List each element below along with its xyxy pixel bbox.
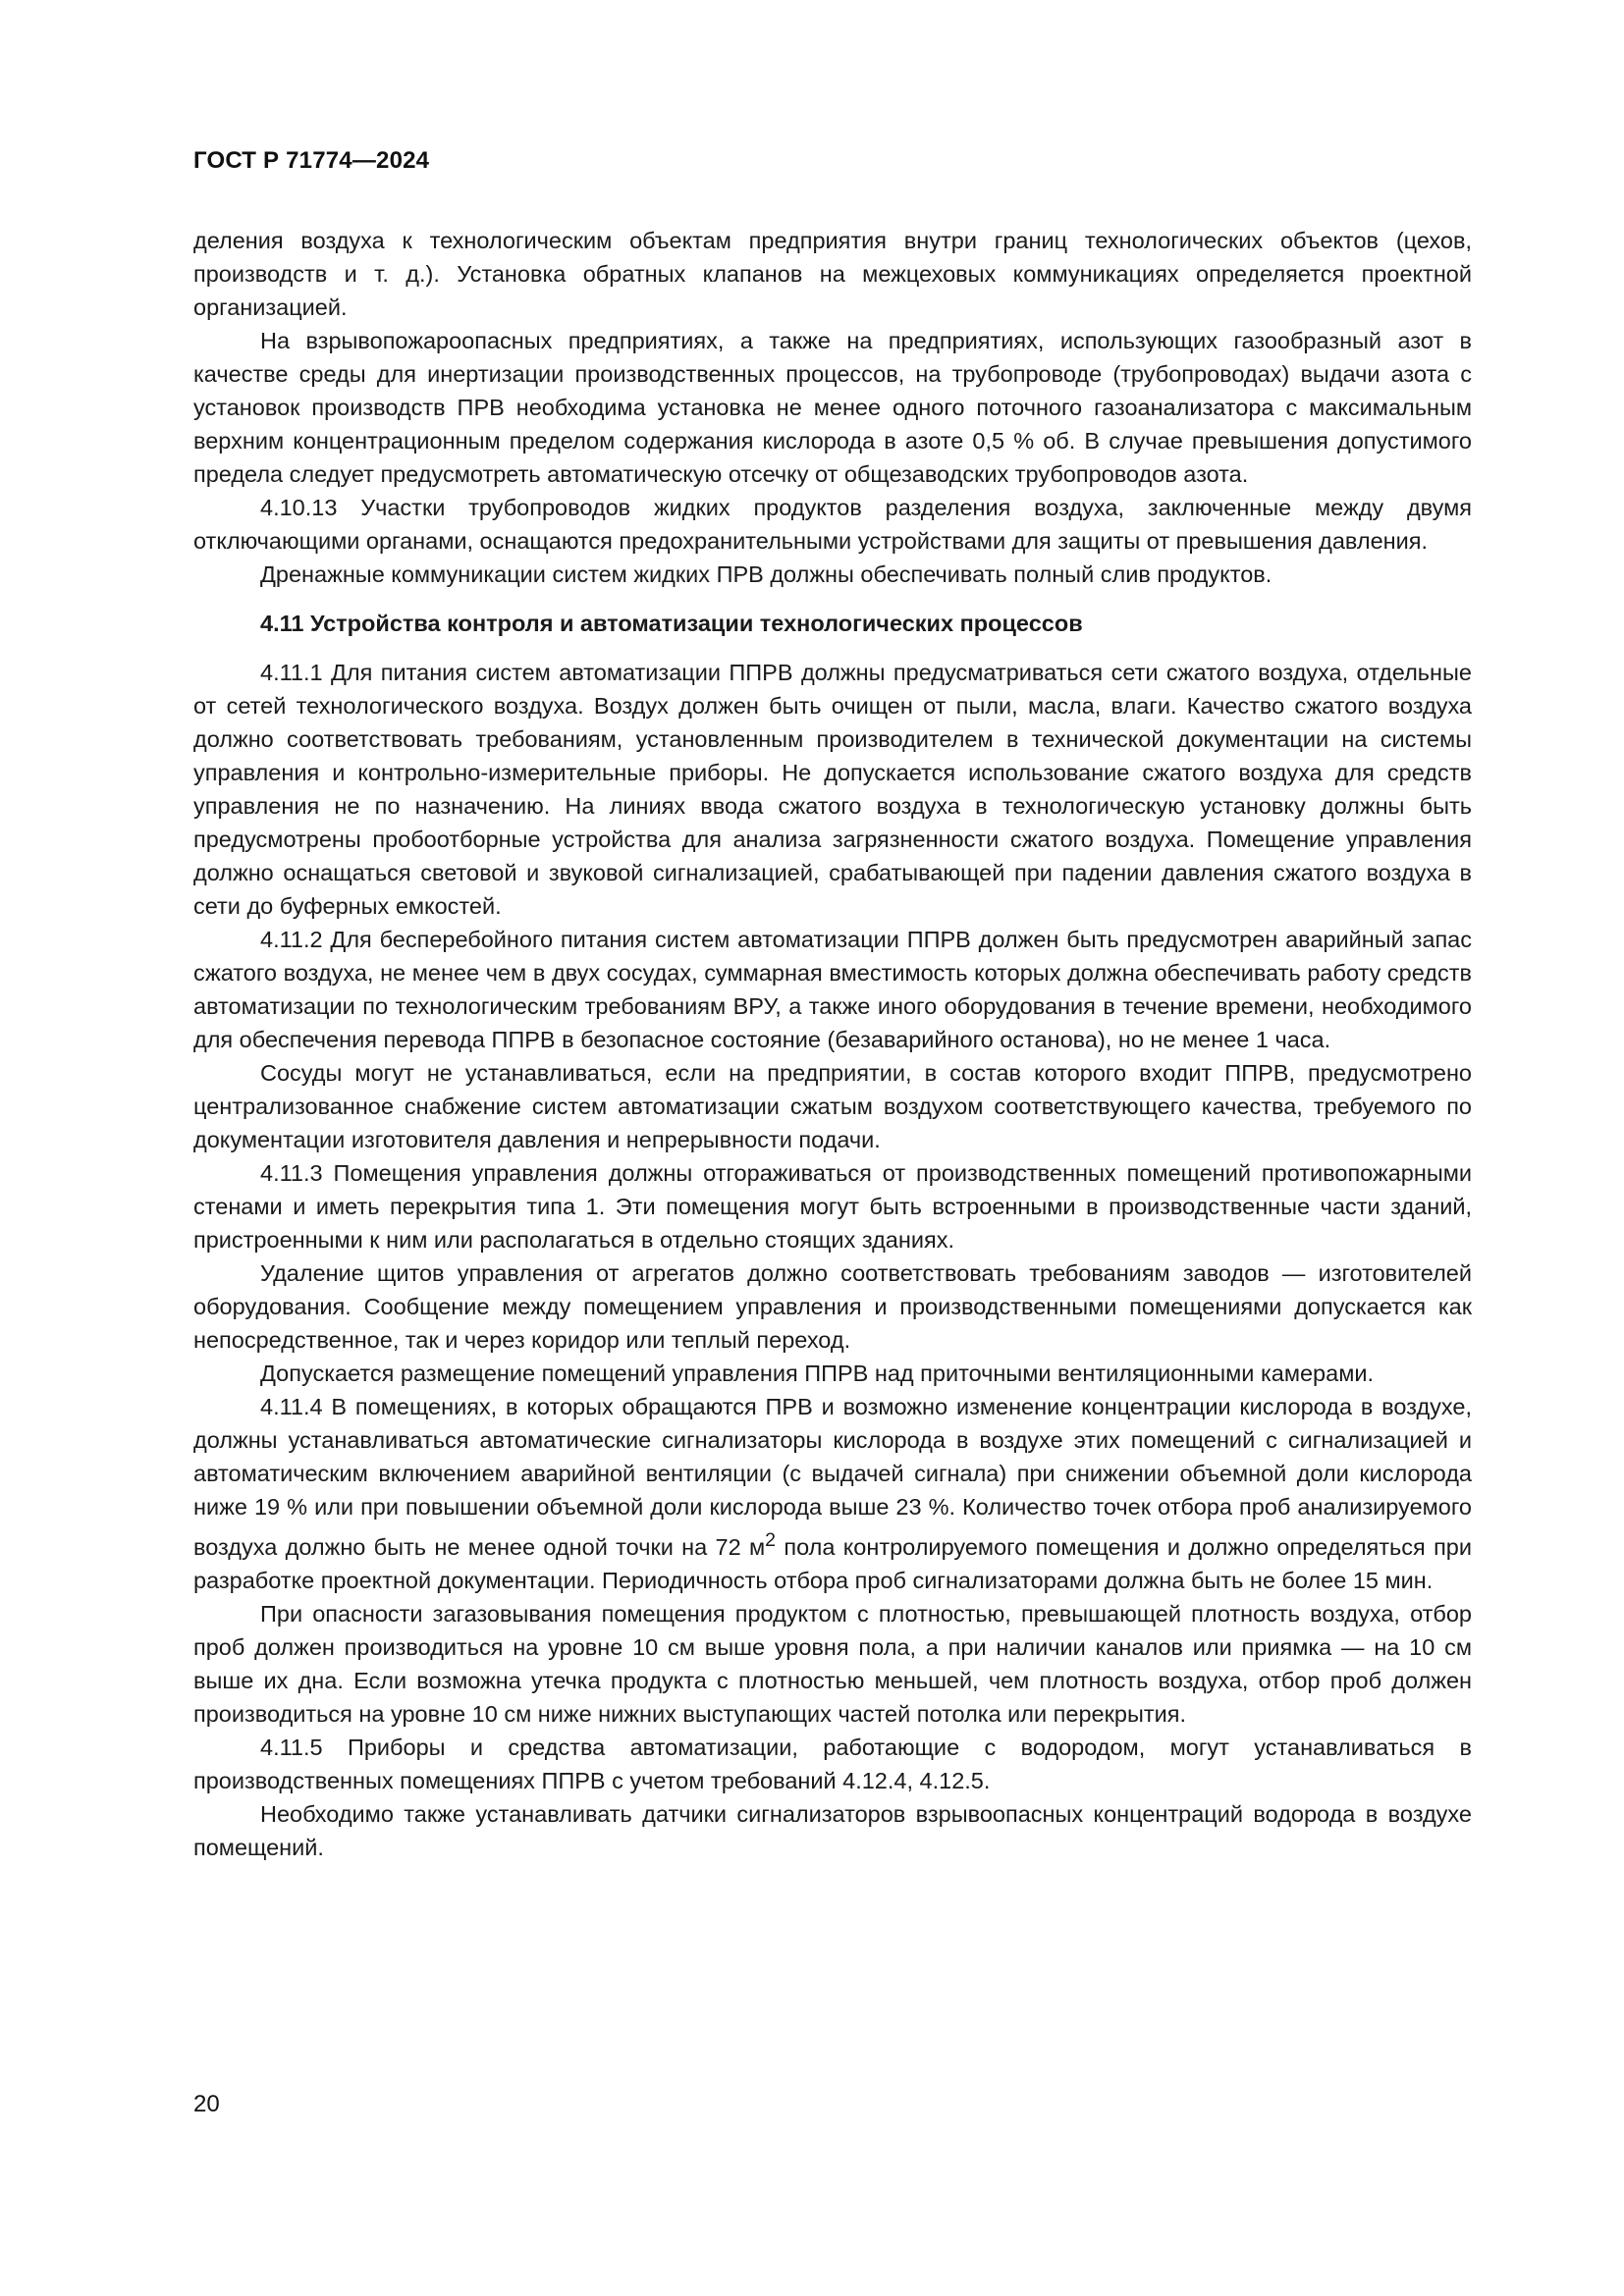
document-header: ГОСТ Р 71774—2024 bbox=[193, 147, 430, 174]
paragraph-text: пола контролируемого помещения и должно определяться при разработке проектной документации. Периодичность отбора проб сигнализаторами должна быть не более 15 мин. bbox=[193, 1533, 1472, 1593]
paragraph-4-10-13: 4.10.13 Участки трубопроводов жидких продуктов разделения воздуха, заключенные между двумя отключающими органами, оснащаются предохранительными устройствами для защиты от превышения давления. bbox=[193, 495, 1472, 554]
paragraph: Сосуды могут не устанавливаться, если на предприятии, в состав которого входит ППРВ, предусмотрено централизованное снабжение систем автоматизации сжатым воздухом соответствующего качества, требуемого по документации изготовителя давления и непрерывности подачи. bbox=[193, 1060, 1472, 1152]
paragraph: На взрывопожароопасных предприятиях, а также на предприятиях, использующих газообразный азот в качестве среды для инертизации производственных процессов, на трубопроводе (трубопроводах) выдачи азота с установок производств ПРВ необходима установка не менее одного поточного газоанализатора с максимальным верхним концентрационным пределом содержания кислорода в азоте 0,5 % об. В случае превышения допустимого предела следует предусмотреть автоматическую отсечку от общезаводских трубопроводов азота. bbox=[193, 328, 1472, 487]
paragraph: При опасности загазовывания помещения продуктом с плотностью, превышающей плотность воздуха, отбор проб должен производиться на уровне 10 см выше уровня пола, а при наличии каналов или приямка — на 10 см выше их дна. Если возможна утечка продукта с плотностью меньшей, чем плотность воздуха, отбор проб должен производиться на уровне 10 см ниже нижних выступающих частей потолка или перекрытия. bbox=[193, 1600, 1472, 1727]
paragraph-4-11-2: 4.11.2 Для бесперебойного питания систем автоматизации ППРВ должен быть предусмотрен аварийный запас сжатого воздуха, не менее чем в двух сосудах, суммарная вместимость которых должна обеспечивать работу средств автоматизации по технологическим требованиям ВРУ, а также иного оборудования в течение времени, необходимого для обеспечения перевода ППРВ в безопасное состояние (безаварийного останова), но не менее 1 часа. bbox=[193, 927, 1472, 1052]
paragraph: Допускается размещение помещений управления ППРВ над приточными вентиляционными камерами. bbox=[260, 1361, 1375, 1386]
section-title-4-11: 4.11 Устройства контроля и автоматизации технологических процессов bbox=[260, 611, 1083, 636]
paragraph-4-11-3: 4.11.3 Помещения управления должны отгораживаться от производственных помещений противопожарными стенами и иметь перекрытия типа 1. Эти помещения могут быть встроенными в производственные части зданий, пристроенными к ним или располагаться в отдельно стоящих зданиях. bbox=[193, 1160, 1472, 1253]
superscript: 2 bbox=[765, 1529, 777, 1551]
page-number: 20 bbox=[193, 2091, 220, 2117]
paragraph: Дренажные коммуникации систем жидких ПРВ должны обеспечивать полный слив продуктов. bbox=[260, 561, 1272, 587]
document-body bbox=[193, 224, 1472, 1864]
paragraph-4-11-4 bbox=[193, 1390, 1472, 1597]
paragraph: Удаление щитов управления от агрегатов должно соответствовать требованиям заводов — изготовителей оборудования. Сообщение между помещением управления и производственными помещениями допускается как непосредственное, так и через коридор или теплый переход. bbox=[193, 1260, 1472, 1353]
paragraph-4-11-1: 4.11.1 Для питания систем автоматизации ППРВ должны предусматриваться сети сжатого воздуха, отдельные от сетей технологического воздуха. Воздух должен быть очищен от пыли, масла, влаги. Качество сжатого воздуха должно соответствовать требованиям, установленным производителем в технической документации на системы управления и контрольно-измерительные приборы. Не допускается использование сжатого воздуха для средств управления не по назначению. На линиях ввода сжатого воздуха в технологическую установку должны быть предусмотрены пробоотборные устройства для анализа загрязненности сжатого воздуха. Помещение управления должно оснащаться световой и звуковой сигнализацией, срабатывающей при падении давления сжатого воздуха в сети до буферных емкостей. bbox=[193, 660, 1472, 919]
paragraph: Необходимо также устанавливать датчики сигнализаторов взрывоопасных концентраций водорода в воздухе помещений. bbox=[193, 1800, 1472, 1860]
paragraph-4-11-5: 4.11.5 Приборы и средства автоматизации, работающие с водородом, могут устанавливаться в производственных помещениях ППРВ с учетом требований 4.12.4, 4.12.5. bbox=[193, 1734, 1472, 1793]
paragraph-text: 4.11.4 В помещениях, в которых обращаются ПРВ и возможно изменение концентрации кислорода в воздухе, должны устанавливаться автоматические сигнализаторы кислорода в воздухе этих помещений с сигнализацией и автоматическим включением аварийной вентиляции (с выдачей сигнала) при снижении объемной доли кислорода ниже 19 % или при повышении объемной доли кислорода выше 23 %. Количество точек отбора проб анализируемого воздуха должно быть не менее одной точки на 72 м bbox=[193, 1394, 1472, 1560]
paragraph-continuation: деления воздуха к технологическим объектам предприятия внутри границ технологических объектов (цехов, производств и т. д.). Установка обратных клапанов на межцеховых коммуникациях определяется проектной организацией. bbox=[193, 228, 1472, 320]
